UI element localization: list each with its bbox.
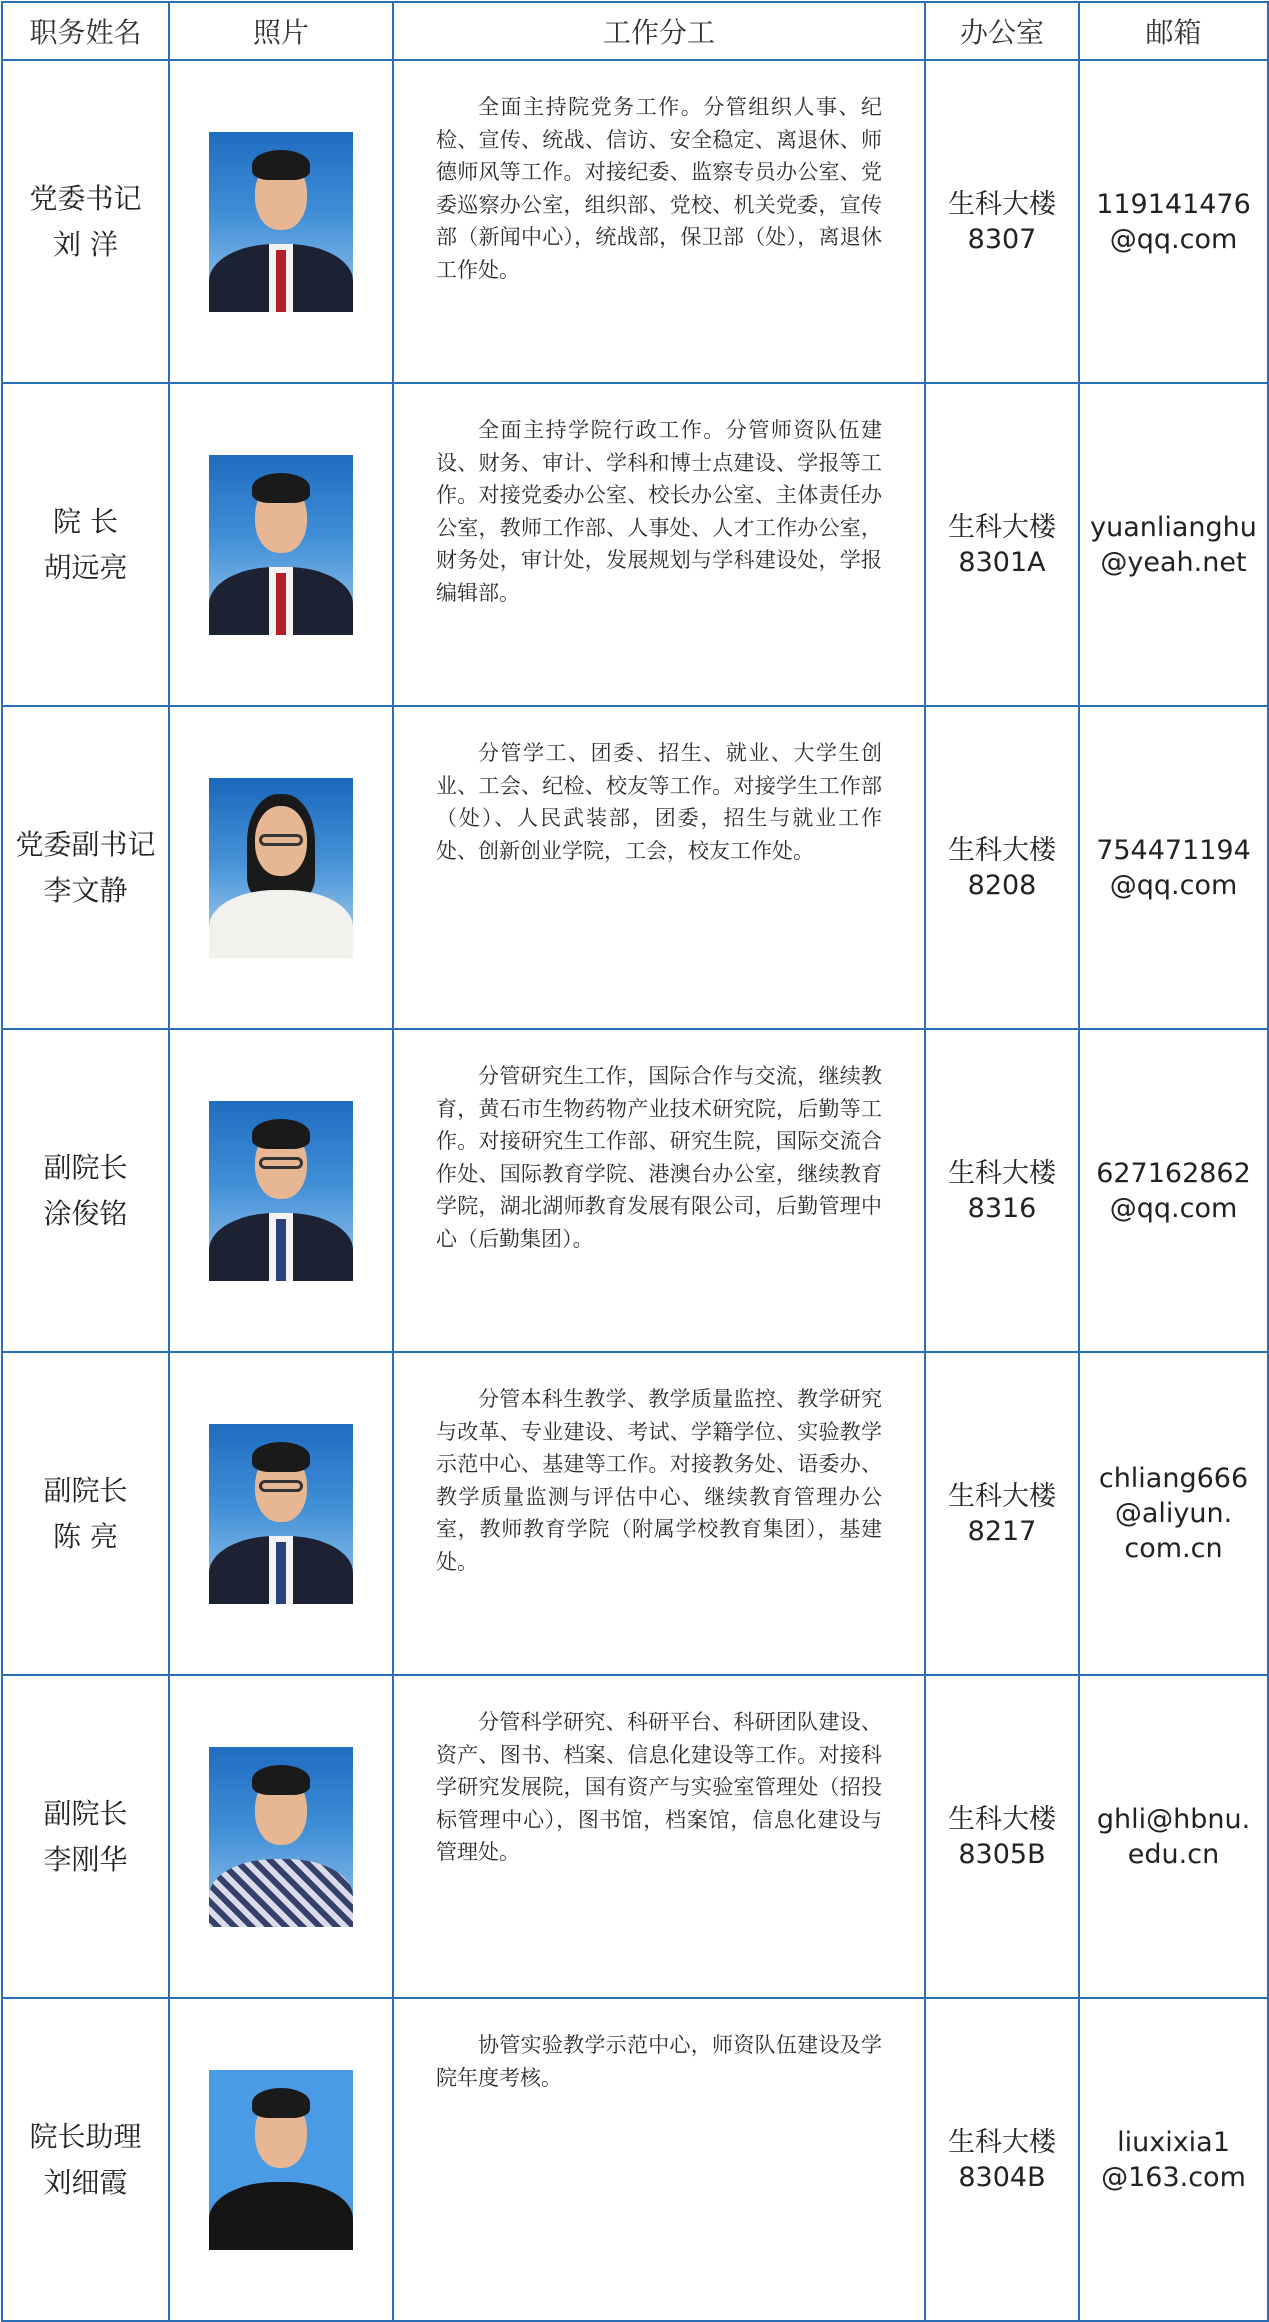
email-line: @qq.com <box>1109 223 1238 255</box>
portrait-photo <box>209 1424 353 1604</box>
office-building: 生科大楼 <box>948 188 1056 220</box>
duty-text: 分管科学研究、科研平台、科研团队建设、资产、图书、档案、信息化建设等工作。对接科学研究发展院，国有资产与实验室管理处（招投标管理中心），图书馆，档案馆，信息化建设与管理处。 <box>436 1710 882 1864</box>
portrait-photo <box>209 1101 353 1281</box>
person-name: 胡远亮 <box>43 550 128 584</box>
duty-cell <box>393 1998 925 2321</box>
duty-cell <box>393 1029 925 1352</box>
role-cell <box>2 60 169 383</box>
photo-cell <box>169 1998 393 2321</box>
position-title: 副院长 <box>43 1796 128 1830</box>
position-title: 院长助理 <box>29 2119 142 2153</box>
role-cell <box>2 706 169 1029</box>
duty-text: 全面主持院党务工作。分管组织人事、纪检、宣传、统战、信访、安全稳定、离退休、师德师风等工作。对接纪委、监察专员办公室、党委巡察办公室，组织部、党校、机关党委，宣传部（新闻中心），统战部，保卫部（处），离退休工作处。 <box>436 95 882 282</box>
position-title: 副院长 <box>43 1150 128 1184</box>
office-room: 8316 <box>967 1192 1037 1224</box>
office-cell <box>925 1352 1079 1675</box>
office-building: 生科大楼 <box>948 1803 1056 1835</box>
portrait-photo <box>209 132 353 312</box>
duty-text: 分管本科生教学、教学质量监控、教学研究与改革、专业建设、考试、学籍学位、实验教学示范中心、基建等工作。对接教务处、语委办、教学质量监测与评估中心、继续教育管理办公室，教师教育学院（附属学校教育集团），基建处。 <box>436 1387 882 1574</box>
office-building: 生科大楼 <box>948 1157 1056 1189</box>
portrait-photo <box>209 778 353 958</box>
position-title: 党委副书记 <box>15 827 156 861</box>
email-cell <box>1079 1352 1268 1675</box>
photo-cell <box>169 1675 393 1998</box>
header-duties: 工作分工 <box>393 2 925 60</box>
duty-cell <box>393 706 925 1029</box>
office-building: 生科大楼 <box>948 2126 1056 2158</box>
role-cell <box>2 1352 169 1675</box>
office-building: 生科大楼 <box>948 511 1056 543</box>
table-row <box>2 706 1268 1029</box>
duty-cell <box>393 1675 925 1998</box>
office-room: 8217 <box>967 1515 1037 1547</box>
person-name: 刘 洋 <box>53 227 118 261</box>
person-name: 刘细霞 <box>43 2165 128 2199</box>
duty-cell <box>393 1352 925 1675</box>
email-line: @yeah.net <box>1100 546 1247 578</box>
duty-cell <box>393 383 925 706</box>
email-line: @qq.com <box>1109 869 1238 901</box>
email-line: ghli@hbnu. <box>1096 1803 1251 1835</box>
email-cell <box>1079 706 1268 1029</box>
table-row <box>2 1998 1268 2321</box>
photo-cell <box>169 706 393 1029</box>
table-row <box>2 60 1268 383</box>
role-cell <box>2 383 169 706</box>
office-room: 8307 <box>967 223 1037 255</box>
header-email: 邮箱 <box>1079 2 1268 60</box>
person-name: 涂俊铭 <box>43 1196 128 1230</box>
role-cell <box>2 1998 169 2321</box>
portrait-photo <box>209 455 353 635</box>
person-name: 陈 亮 <box>53 1519 118 1553</box>
duty-text: 分管研究生工作，国际合作与交流，继续教育，黄石市生物药物产业技术研究院，后勤等工作。对接研究生工作部、研究生院，国际交流合作处、国际教育学院、港澳台办公室，继续教育学院，湖北湖师教育发展有限公司，后勤管理中心（后勤集团）。 <box>436 1064 882 1251</box>
email-line: 119141476 <box>1096 188 1251 220</box>
email-line: edu.cn <box>1127 1838 1220 1870</box>
duty-cell <box>393 60 925 383</box>
photo-cell <box>169 1029 393 1352</box>
email-cell <box>1079 1029 1268 1352</box>
header-photo: 照片 <box>169 2 393 60</box>
header-title-name: 职务姓名 <box>2 2 169 60</box>
person-name: 李刚华 <box>43 1842 128 1876</box>
table-header-row <box>2 2 1268 60</box>
person-name: 李文静 <box>43 873 128 907</box>
leadership-table <box>1 1 1269 2322</box>
email-line: liuxixia1 <box>1117 2126 1230 2158</box>
email-cell <box>1079 1998 1268 2321</box>
table-row <box>2 1675 1268 1998</box>
email-line: @aliyun. <box>1114 1498 1233 1529</box>
table-row <box>2 1352 1268 1675</box>
office-cell <box>925 1029 1079 1352</box>
email-cell <box>1079 383 1268 706</box>
table-row <box>2 383 1268 706</box>
office-cell <box>925 1675 1079 1998</box>
duty-text: 协管实验教学示范中心，师资队伍建设及学院年度考核。 <box>436 2033 882 2090</box>
email-line: com.cn <box>1124 1533 1223 1564</box>
role-cell <box>2 1675 169 1998</box>
header-office: 办公室 <box>925 2 1079 60</box>
office-building: 生科大楼 <box>948 1480 1056 1512</box>
photo-cell <box>169 60 393 383</box>
office-building: 生科大楼 <box>948 834 1056 866</box>
office-cell <box>925 1998 1079 2321</box>
office-room: 8301A <box>958 546 1046 578</box>
office-cell <box>925 383 1079 706</box>
email-line: 627162862 <box>1096 1157 1251 1189</box>
portrait-photo <box>209 1747 353 1927</box>
portrait-photo <box>209 2070 353 2250</box>
email-line: yuanlianghu <box>1090 511 1257 543</box>
office-room: 8304B <box>958 2161 1046 2193</box>
photo-cell <box>169 1352 393 1675</box>
email-line: @163.com <box>1101 2161 1246 2193</box>
position-title: 党委书记 <box>29 181 142 215</box>
duty-text: 全面主持学院行政工作。分管师资队伍建设、财务、审计、学科和博士点建设、学报等工作。对接党委办公室、校长办公室、主体责任办公室，教师工作部、人事处、人才工作办公室，财务处，审计处，发展规划与学科建设处，学报编辑部。 <box>436 418 882 605</box>
office-cell <box>925 60 1079 383</box>
table-row <box>2 1029 1268 1352</box>
email-cell <box>1079 60 1268 383</box>
role-cell <box>2 1029 169 1352</box>
duty-text: 分管学工、团委、招生、就业、大学生创业、工会、纪检、校友等工作。对接学生工作部（处）、人民武装部，团委，招生与就业工作处、创新创业学院，工会，校友工作处。 <box>436 741 882 863</box>
email-line: @qq.com <box>1109 1192 1238 1224</box>
email-line: chliang666 <box>1098 1463 1249 1494</box>
email-cell <box>1079 1675 1268 1998</box>
office-room: 8305B <box>958 1838 1046 1870</box>
position-title: 院 长 <box>53 504 118 538</box>
position-title: 副院长 <box>43 1473 128 1507</box>
email-line: 754471194 <box>1096 834 1251 866</box>
office-cell <box>925 706 1079 1029</box>
photo-cell <box>169 383 393 706</box>
office-room: 8208 <box>967 869 1037 901</box>
